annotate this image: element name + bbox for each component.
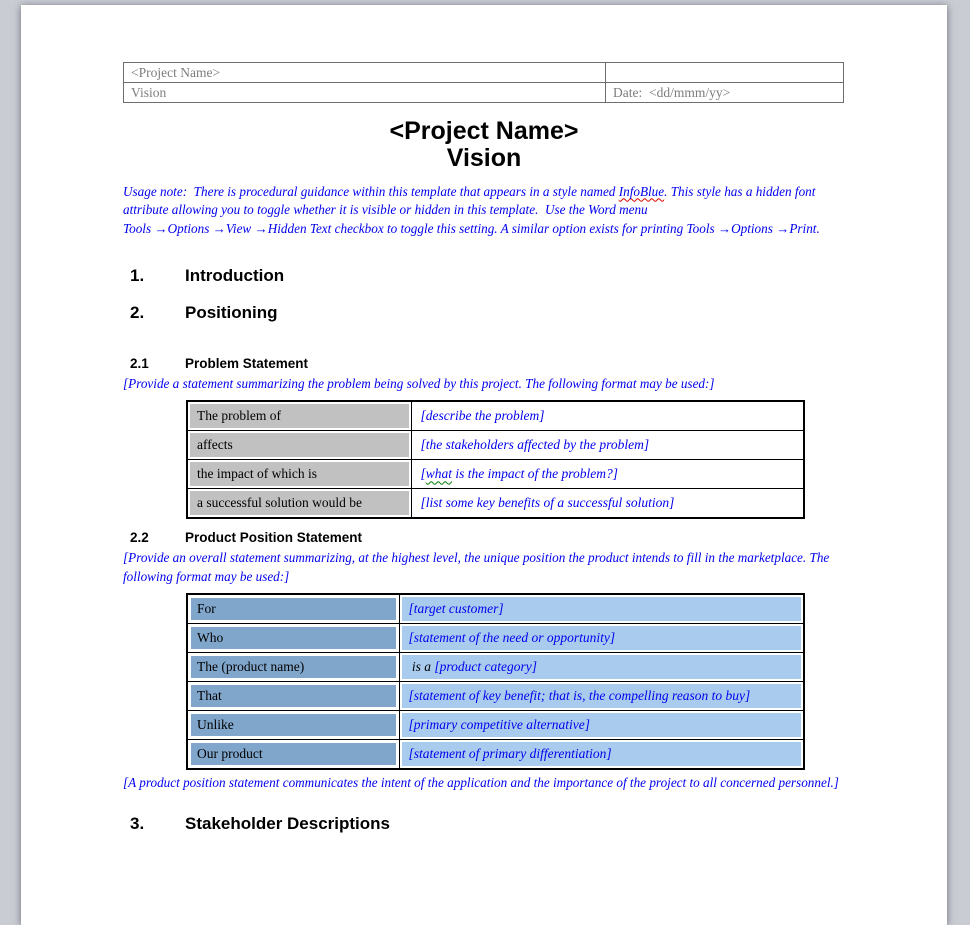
cell-value: [statement of the need or opportunity]	[408, 629, 616, 645]
header-doc-type-cell: Vision	[124, 83, 606, 103]
usage-note	[123, 183, 845, 220]
position-label-cell	[187, 623, 399, 652]
section-heading-positioning	[130, 303, 845, 323]
position-statement-note: [A product position statement communicates the intent of the application and the importance of the project to all concerned personnel.]	[123, 774, 839, 790]
problem-label-cell	[187, 401, 411, 431]
section-title: Positioning	[185, 302, 278, 322]
problem-statement-table	[186, 400, 805, 519]
cell-label: the impact of which is	[197, 466, 317, 482]
section-number: 3.	[130, 813, 145, 833]
position-value-cell	[399, 623, 804, 652]
position-value-cell	[399, 652, 804, 681]
table-row	[187, 460, 804, 489]
section-title: Introduction	[185, 265, 285, 285]
section-heading-product-position	[130, 530, 845, 545]
problem-label-cell	[187, 489, 411, 519]
cell-value: [target customer]	[408, 600, 504, 616]
table-row	[187, 594, 804, 624]
section-heading-stakeholder-descriptions	[130, 814, 845, 834]
cell-value: [list some key benefits of a successful solution]	[420, 495, 675, 511]
position-value-cell	[399, 739, 804, 769]
position-label-cell	[187, 681, 399, 710]
position-label-cell	[187, 739, 399, 769]
cell-label: The (product name)	[197, 658, 305, 674]
problem-value-cell	[411, 460, 804, 489]
problem-label-cell	[187, 460, 411, 489]
cell-label: Who	[197, 629, 224, 645]
usage-note-tools-line: Tools →Options →View →Hidden Text checkbox to toggle this setting. A similar option exists for printing Tools →Options →Print.	[123, 220, 820, 236]
header-empty-cell	[606, 63, 844, 83]
cell-value: [	[420, 466, 426, 482]
table-row	[187, 623, 804, 652]
document-title	[123, 118, 845, 172]
cell-value-prefix: is a	[408, 658, 435, 674]
document-content	[123, 5, 845, 834]
document-title-project: <Project Name>	[389, 117, 579, 145]
table-row	[187, 401, 804, 431]
cell-label: Unlike	[197, 716, 234, 732]
header-project-name-cell: <Project Name>	[124, 63, 606, 83]
position-value-cell	[399, 594, 804, 624]
cell-value: [statement of key benefit; that is, the compelling reason to buy]	[408, 687, 751, 703]
position-label-cell	[187, 652, 399, 681]
table-row	[187, 489, 804, 519]
cell-value: [primary competitive alternative]	[408, 716, 590, 732]
table-row	[187, 681, 804, 710]
problem-statement-guidance: [Provide a statement summarizing the problem being solved by this project. The following format may be used:]	[123, 375, 715, 391]
cell-label: For	[197, 600, 216, 616]
position-label-cell	[187, 594, 399, 624]
cell-value: [statement of primary differentiation]	[408, 745, 612, 761]
position-value-cell	[399, 681, 804, 710]
section-title: Problem Statement	[185, 355, 309, 371]
section-heading-introduction	[130, 266, 845, 286]
header-date-cell: Date: <dd/mmm/yy>	[606, 83, 844, 103]
section-number: 2.	[130, 302, 145, 322]
cell-value: [describe the problem]	[420, 408, 545, 424]
cell-label: That	[197, 687, 222, 703]
section-number: 1.	[130, 265, 145, 285]
cell-value: [the stakeholders affected by the problem]	[420, 437, 650, 453]
position-value-cell	[399, 710, 804, 739]
table-row	[187, 652, 804, 681]
cell-value: is the impact of the problem?]	[452, 466, 619, 482]
usage-note-infoblue-word: InfoBlue	[618, 183, 665, 199]
table-row	[187, 710, 804, 739]
table-row	[187, 431, 804, 460]
section-title: Product Position Statement	[185, 530, 363, 546]
section-number: 2.1	[130, 355, 149, 371]
section-number: 2.2	[130, 530, 149, 546]
document-page[interactable]	[21, 5, 947, 925]
product-position-table	[186, 593, 805, 770]
cell-value: [product category]	[434, 658, 537, 674]
header-row-project	[124, 63, 844, 83]
position-statement-guidance: [Provide an overall statement summarizing, at the highest level, the unique position the product intends to fill in the marketplace. The following format may be used:]	[123, 550, 833, 585]
cell-label: The problem of	[197, 408, 281, 424]
problem-value-cell	[411, 401, 804, 431]
problem-value-cell	[411, 489, 804, 519]
cell-value-misspelled-word: what	[425, 466, 453, 482]
header-row-vision	[124, 83, 844, 103]
problem-value-cell	[411, 431, 804, 460]
section-heading-problem-statement	[130, 356, 845, 371]
document-title-vision: Vision	[446, 143, 522, 172]
problem-label-cell	[187, 431, 411, 460]
document-header-table	[123, 62, 844, 103]
position-label-cell	[187, 710, 399, 739]
cell-label: affects	[197, 437, 233, 453]
table-row	[187, 739, 804, 769]
section-title: Stakeholder Descriptions	[185, 813, 391, 833]
usage-note-text-1: Usage note: There is procedural guidance within this template that appears in a style named	[123, 183, 619, 199]
cell-label: Our product	[197, 745, 263, 761]
cell-label: a successful solution would be	[197, 495, 362, 511]
usage-note-text-2: . This style has a hidden font attribute allowing you to toggle whether it is visible or hidden in this template. Use the Word menu	[123, 183, 819, 218]
